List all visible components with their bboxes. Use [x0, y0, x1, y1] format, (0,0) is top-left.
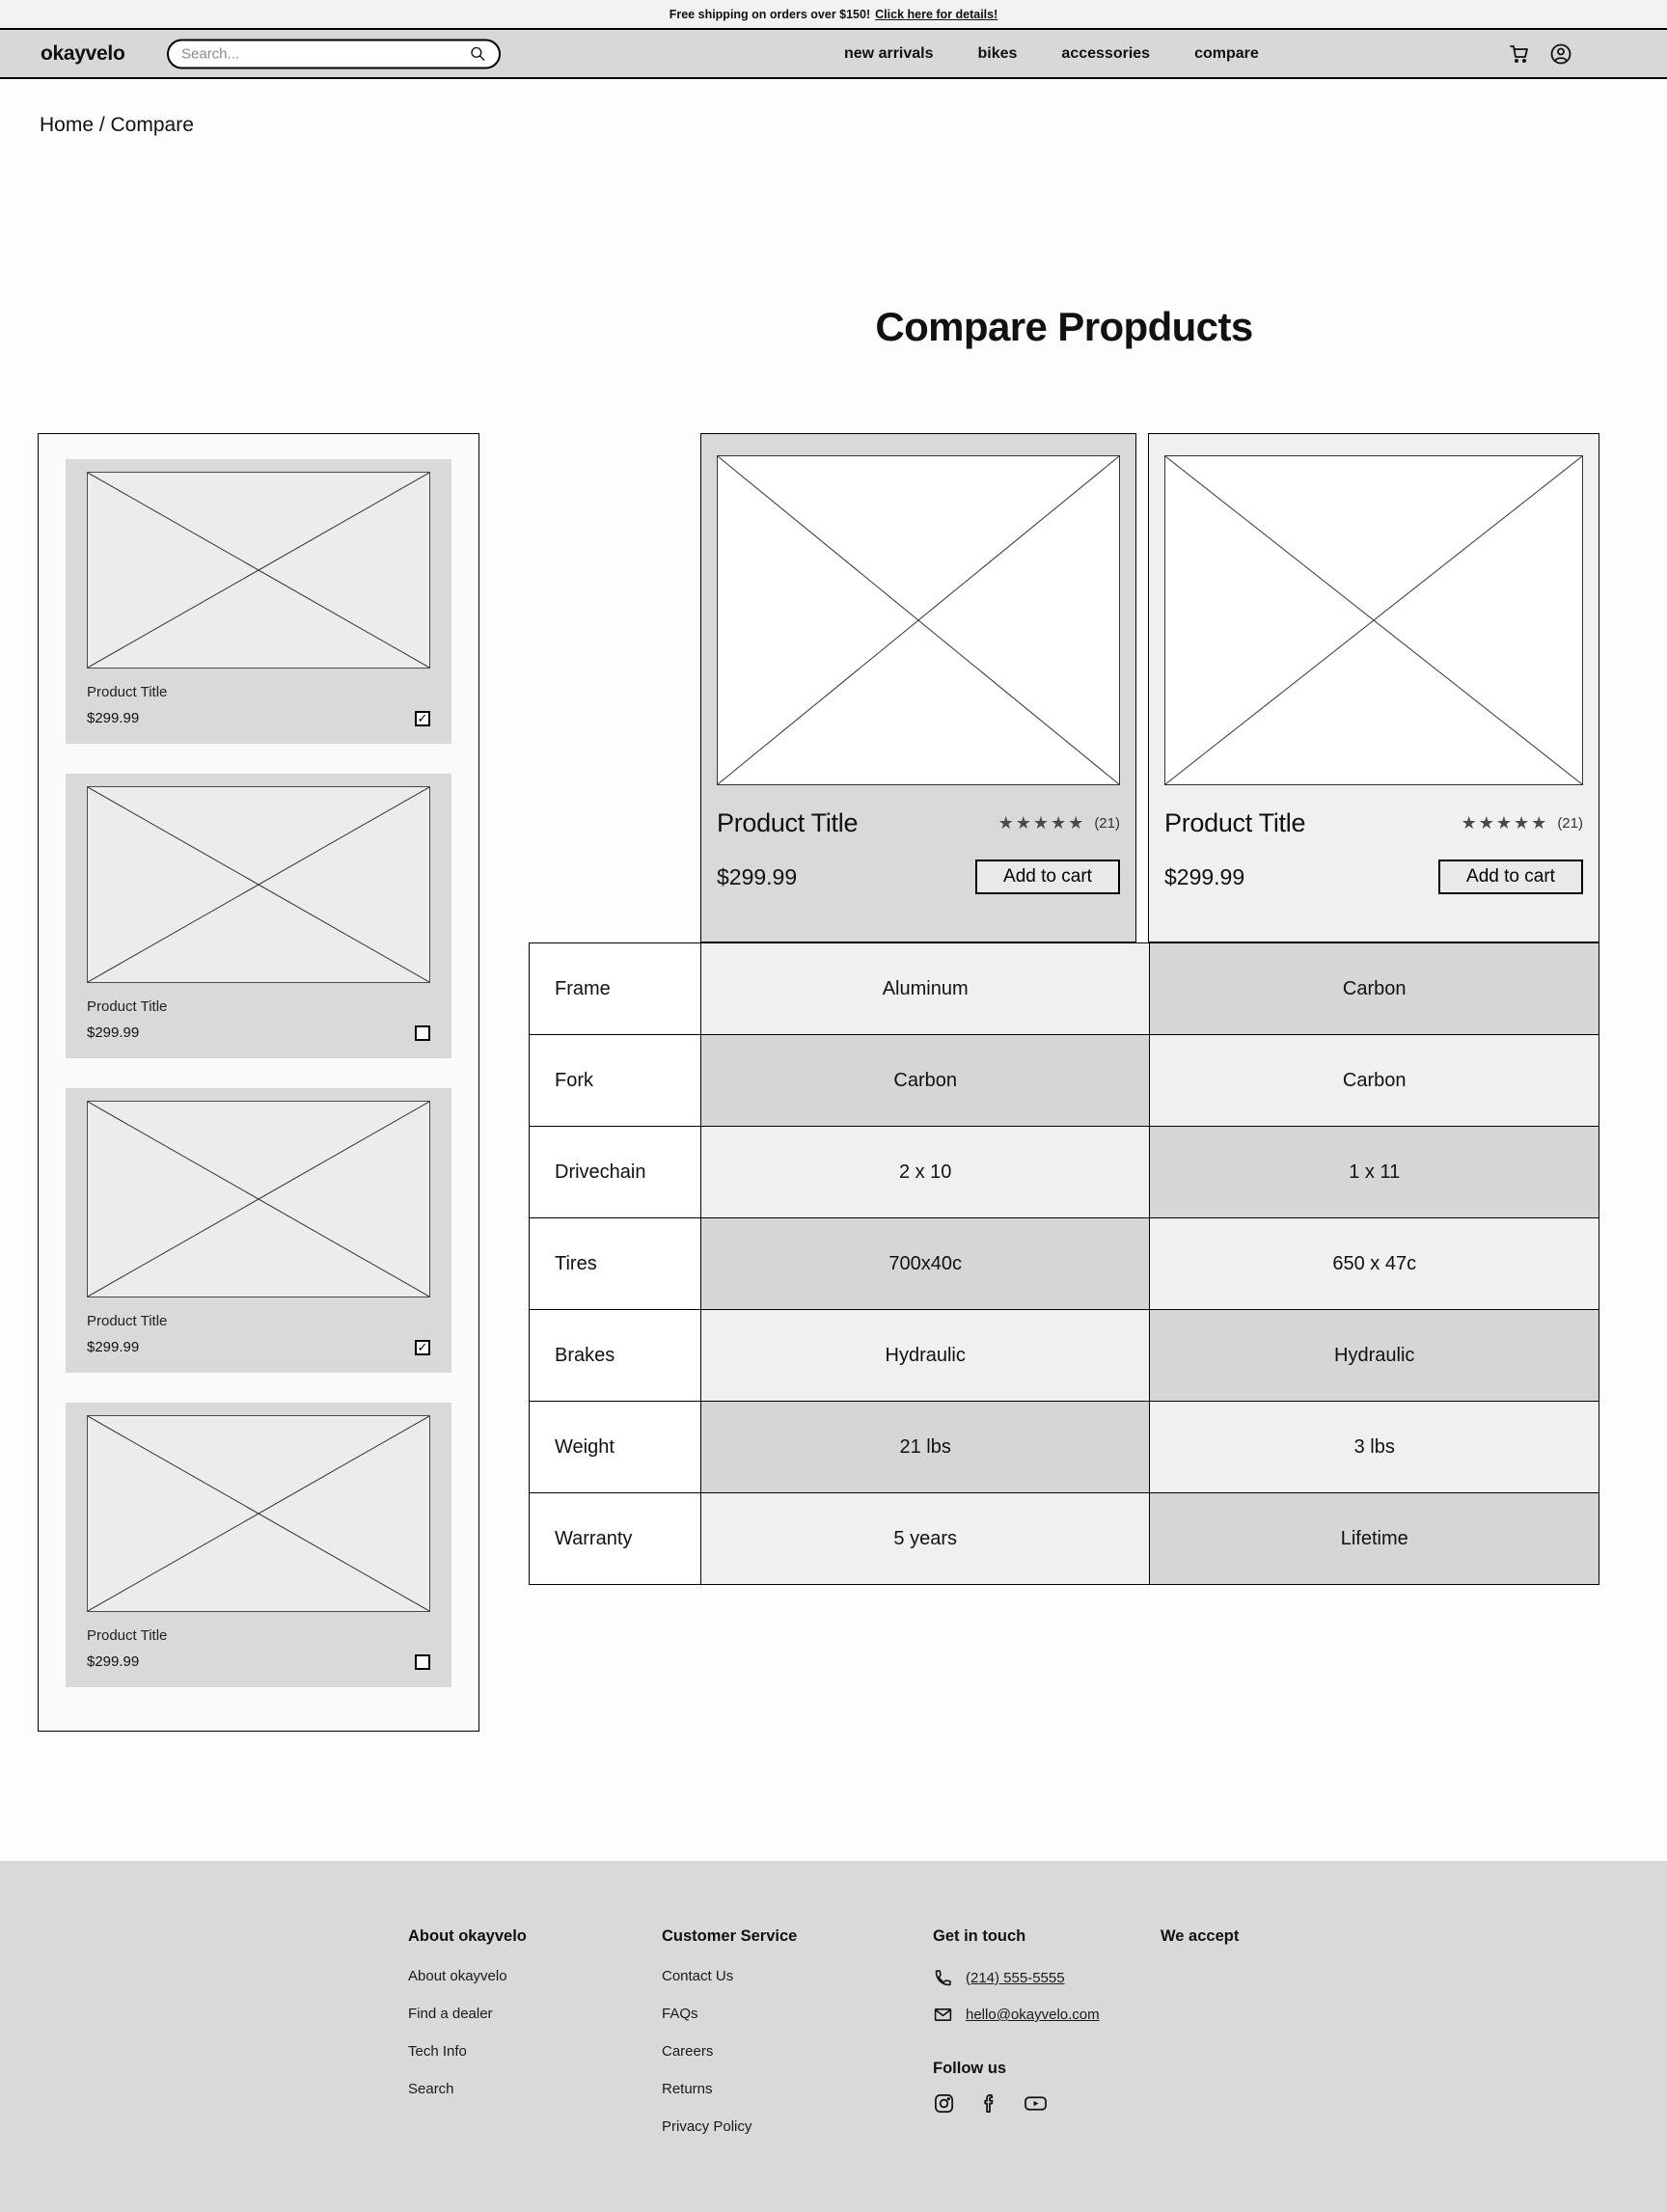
comparison-table [529, 942, 1599, 1585]
main-nav [844, 45, 1259, 63]
product-sidebar [38, 433, 479, 1732]
account-icon[interactable] [1549, 42, 1572, 66]
add-to-cart-button[interactable]: Add to cart [1438, 860, 1583, 894]
compare-product-card-2 [1148, 433, 1599, 942]
spec-value: 21 lbs [700, 1402, 1150, 1493]
phone-link[interactable]: (214) 555-5555 [966, 1970, 1065, 1986]
footer-link-faqs[interactable]: FAQs [662, 2006, 698, 2022]
breadcrumb[interactable]: Home / Compare [40, 114, 194, 136]
email-icon [933, 2005, 953, 2025]
spec-label: Tires [530, 1218, 701, 1310]
footer-contact-column [933, 1927, 1100, 2115]
spec-label: Warranty [530, 1493, 701, 1585]
spec-label: Fork [530, 1035, 701, 1127]
footer-heading: Follow us [933, 2060, 1007, 2077]
product-title: Product Title [87, 684, 168, 700]
table-row [530, 1493, 1599, 1585]
footer-service-column [662, 1927, 797, 2156]
footer-link-privacy[interactable]: Privacy Policy [662, 2118, 752, 2135]
sidebar-product-card [66, 774, 451, 1058]
footer-heading: Get in touch [933, 1927, 1026, 1945]
promo-details-link[interactable]: Click here for details! [875, 7, 998, 21]
product-image-placeholder [1164, 455, 1583, 785]
footer-about-column [408, 1927, 527, 2118]
review-count: (21) [1557, 815, 1583, 832]
footer-link-returns[interactable]: Returns [662, 2081, 713, 2097]
spec-value: 650 x 47c [1150, 1218, 1599, 1310]
spec-value: Carbon [1150, 943, 1599, 1035]
instagram-icon[interactable] [933, 2092, 955, 2115]
spec-value: Lifetime [1150, 1493, 1599, 1585]
table-row [530, 1218, 1599, 1310]
spec-label: Drivechain [530, 1127, 701, 1218]
spec-value: 1 x 11 [1150, 1127, 1599, 1218]
youtube-icon[interactable] [1024, 2092, 1048, 2115]
spec-value: Hydraulic [1150, 1310, 1599, 1402]
product-image-placeholder [87, 472, 430, 669]
facebook-icon[interactable] [978, 2092, 1000, 2115]
sidebar-product-card [66, 1403, 451, 1687]
cart-icon[interactable] [1508, 42, 1531, 66]
spec-value: 700x40c [700, 1218, 1150, 1310]
product-title: Product Title [1164, 808, 1306, 837]
product-price: $299.99 [1164, 863, 1245, 889]
product-title: Product Title [87, 1313, 168, 1329]
product-image-placeholder [717, 455, 1120, 785]
spec-value: 2 x 10 [700, 1127, 1150, 1218]
footer-link-about[interactable]: About okayvelo [408, 1968, 507, 1984]
table-row [530, 1127, 1599, 1218]
footer-heading: About okayvelo [408, 1927, 527, 1945]
product-image-placeholder [87, 1101, 430, 1297]
footer-heading: We accept [1161, 1927, 1240, 1945]
product-price: $299.99 [87, 1024, 140, 1041]
header [0, 28, 1667, 79]
email-link[interactable]: hello@okayvelo.com [966, 2007, 1100, 2023]
compare-checkbox[interactable]: ✓ [415, 711, 430, 726]
spec-label: Brakes [530, 1310, 701, 1402]
table-row [530, 943, 1599, 1035]
nav-new-arrivals[interactable]: new arrivals [844, 44, 934, 62]
footer [0, 1861, 1667, 2212]
table-row [530, 1310, 1599, 1402]
compare-checkbox[interactable] [415, 1025, 430, 1041]
footer-link-contact[interactable]: Contact Us [662, 1968, 734, 1984]
product-image-placeholder [87, 1415, 430, 1612]
sidebar-product-card [66, 1088, 451, 1373]
compare-product-card-1 [700, 433, 1136, 942]
search-icon[interactable] [469, 45, 486, 63]
footer-link-careers[interactable]: Careers [662, 2043, 714, 2060]
promo-banner [0, 0, 1667, 28]
product-price: $299.99 [717, 863, 798, 889]
nav-compare[interactable]: compare [1194, 44, 1259, 62]
spec-value: Carbon [700, 1035, 1150, 1127]
footer-heading: Customer Service [662, 1927, 798, 1945]
sidebar-product-card [66, 459, 451, 744]
page-title: Compare Propducts [875, 304, 1253, 349]
footer-link-dealer[interactable]: Find a dealer [408, 2006, 493, 2022]
table-row [530, 1035, 1599, 1127]
product-title: Product Title [87, 1627, 168, 1644]
search-input[interactable] [181, 45, 469, 62]
table-row [530, 1402, 1599, 1493]
compare-checkbox[interactable]: ✓ [415, 1340, 430, 1355]
star-rating-icon: ★★★★★ [997, 813, 1086, 833]
product-price: $299.99 [87, 1653, 140, 1670]
spec-value: Carbon [1150, 1035, 1599, 1127]
star-rating-icon: ★★★★★ [1461, 813, 1549, 833]
product-title: Product Title [717, 808, 859, 837]
logo[interactable]: okayvelo [41, 41, 125, 65]
spec-label: Weight [530, 1402, 701, 1493]
review-count: (21) [1094, 815, 1120, 832]
search-bar[interactable] [167, 39, 501, 68]
nav-accessories[interactable]: accessories [1061, 44, 1151, 62]
nav-bikes[interactable]: bikes [977, 44, 1018, 62]
footer-link-search[interactable]: Search [408, 2081, 454, 2097]
header-icons [1508, 42, 1572, 66]
spec-value: 3 lbs [1150, 1402, 1599, 1493]
compare-checkbox[interactable] [415, 1654, 430, 1670]
social-icons [933, 2092, 1100, 2115]
add-to-cart-button[interactable]: Add to cart [975, 860, 1120, 894]
product-title: Product Title [87, 998, 168, 1015]
product-image-placeholder [87, 786, 430, 983]
promo-text: Free shipping on orders over $150! [669, 7, 871, 21]
product-price: $299.99 [87, 1339, 140, 1355]
spec-value: Aluminum [700, 943, 1150, 1035]
footer-payments-column [1161, 1927, 1239, 1968]
spec-value: 5 years [700, 1493, 1150, 1585]
phone-icon [933, 1968, 953, 1988]
spec-value: Hydraulic [700, 1310, 1150, 1402]
footer-link-tech-info[interactable]: Tech Info [408, 2043, 467, 2060]
spec-label: Frame [530, 943, 701, 1035]
product-price: $299.99 [87, 710, 140, 726]
